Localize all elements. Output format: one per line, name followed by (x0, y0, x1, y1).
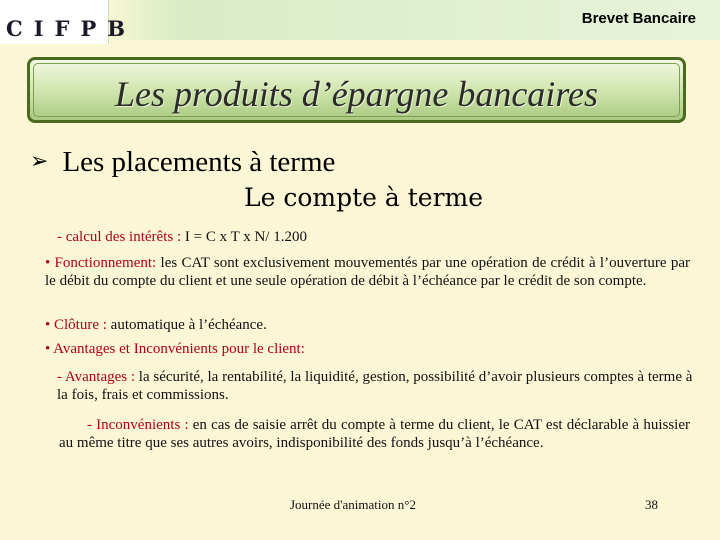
fonctionnement-label: • Fonctionnement: (45, 255, 157, 271)
inconvenients-paragraph (59, 416, 690, 452)
avantages-paragraph (57, 368, 697, 404)
inconvenients-text: en cas de saisie arrêt du compte à terme du client, le CAT est déclarable à huissier au même titre que ses autres avoirs, indisponibilité des fonds jusqu’à l’échéance. (59, 417, 690, 451)
interest-formula: I = C x T x N/ 1.200 (184, 229, 307, 245)
slide-title: Les produits d’épargne bancaires (115, 74, 598, 114)
cloture-label: • Clôture : (45, 317, 107, 333)
section-heading (30, 146, 335, 179)
fonctionnement-paragraph (45, 254, 690, 290)
title-box (27, 57, 686, 123)
arrow-right-icon: ➢ (30, 149, 49, 174)
page-number: 38 (645, 497, 658, 512)
cifpb-logo (0, 0, 136, 44)
footer-event: Journée d'animation n°2 (290, 497, 416, 512)
interest-label: - calcul des intérêts : (57, 229, 182, 245)
section-label: Les placements à terme (62, 146, 336, 178)
avantages-label: - Avantages : (57, 369, 136, 385)
cloture-paragraph (45, 316, 267, 334)
course-title: Brevet Bancaire (581, 10, 696, 27)
fonctionnement-text: les CAT sont exclusivement mouvementés par une opération de crédit à l’ouverture par le débit du compte du client et une seule opération de débit à l’échéance par le crédit de son compte. (45, 255, 691, 289)
subsection-heading: Le compte à terme (244, 183, 484, 212)
cloture-text: automatique à l’échéance. (110, 317, 267, 333)
inconvenients-label: - Inconvénients : (87, 417, 189, 433)
interest-calculation (57, 228, 307, 246)
avantages-heading: • Avantages et Inconvénients pour le client: (45, 341, 305, 357)
avantages-text: la sécurité, la rentabilité, la liquidité, gestion, possibilité d’avoir plusieurs comptes à terme à la fois, frais et commissions. (57, 369, 693, 403)
logo-text: CIFPB (6, 16, 136, 41)
